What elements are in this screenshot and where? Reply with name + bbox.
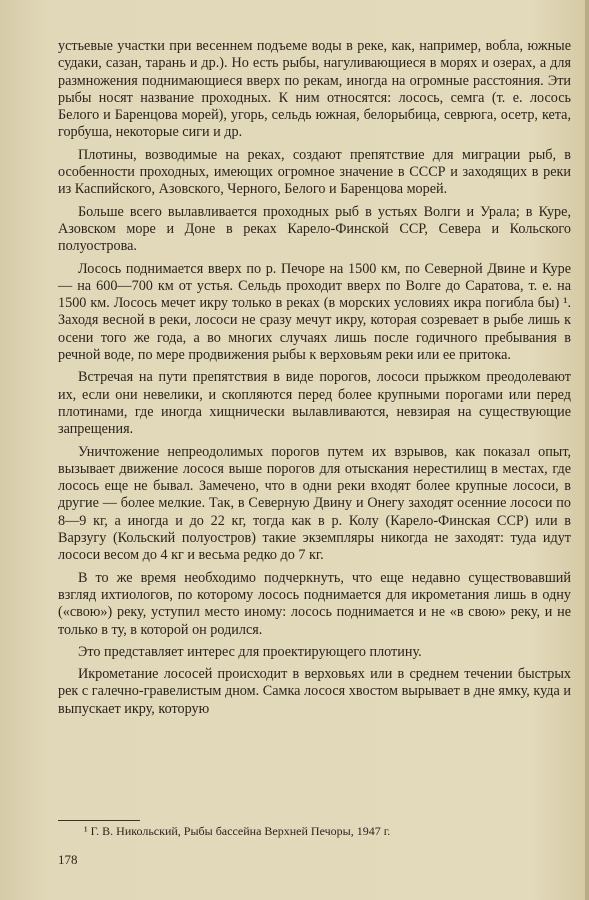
paragraph-rapids: Уничтожение непреодолимых порогов путем их взрывов, как показал опыт, вызывает движение лосося выше порогов для отыскания нерестилищ в местах, где лосось еще не бывал. Замечено, что в одни реки входят более крупные лососи, в другие — более мелкие. Так, в Северную Двину и Онегу заходят осенние лососи по 8—9 кг, а иногда и до 22 кг, тогда как в р. Колу (Карело-Финская ССР) или в Варзугу (Кольский полуостров) такие экземпляры никогда не заходят: туда идут лососи весом до 4 кг и весьма редко до 7 кг. xyxy=(58,443,571,564)
paragraph-catch: Больше всего вылавливается проходных рыб в устьях Волги и Урала; в Куре, Азовском море и Доне в реках Карело-Финской ССР, Севера и Кольского полуострова. xyxy=(58,203,571,255)
footnote-rule xyxy=(58,820,140,821)
paragraph-interest: Это представляет интерес для проектирующего плотину. xyxy=(78,643,422,660)
paragraph-obstacles: Встречая на пути препятствия в виде порогов, лососи прыжком преодолевают их, если они невелики, и скопляются перед более крупными порогами или перед плотинами, где иногда хищнически вылавливаются, невзирая на существующие запрещения. xyxy=(58,369,571,438)
paragraph-dams: Плотины, возводимые на реках, создают препятствие для миграции рыб, в особенности проходных, имеющих огромное значение в СССР и заходящих в реки из Каспийского, Азовского, Черного, Белого и Баренцова морей. xyxy=(58,146,571,198)
page-edge-shadow xyxy=(585,0,589,900)
paragraph-ichthyologists: В то же время необходимо подчеркнуть, что еще недавно существовавший взгляд ихтиологов, по которому лосось поднимается для икрометания лишь в одну («свою») реку, уступил место иному: лосось поднимается и не «в свою» реку, и не только в ту, в которой он родился. xyxy=(58,569,571,638)
body-text xyxy=(58,38,571,723)
footnote: ¹ Г. В. Никольский, Рыбы бассейна Верхней Печоры, 1947 г. xyxy=(84,824,391,838)
page-number: 178 xyxy=(58,852,78,867)
paragraph-salmon-migration: Лосось поднимается вверх по р. Печоре на 1500 км, по Северной Двине и Куре — на 600—700 км от устья. Сельдь проходит вверх по Волге до Саратова, т. е. на 1500 км. Лосось мечет икру только в реках (в морских условиях икра погибла бы) ¹. Заходя весной в реки, лососи не сразу мечут икру, которая созревает в рыбе лишь к осени того же года, а во многих случаях лишь после годичного пребывания в речной воде, по мере продвижения рыбы к верховьям реки или ее притока. xyxy=(58,260,571,364)
paragraph-spawning: Икрометание лососей происходит в верховьях или в среднем течении быстрых рек с галечно-гравелистым дном. Самка лосося хвостом вырывает в дне ямку, куда и выпускает икру, которую xyxy=(58,666,571,717)
paragraph-continuation: устьевые участки при весеннем подъеме воды в реке, как, например, вобла, южные судаки, сазан, тарань и др.). Но есть рыбы, нагуливающиеся в морях и озерах, а для размножения поднимающиеся вверх по рекам, иногда на огромные расстояния. Эти рыбы носят название проходных. К ним относятся: лосось, семга (т. е. лосось Белого и Баренцова морей), угорь, сельдь южная, белорыбица, севрюга, осетр, кета, горбуша, некоторые сиги и др. xyxy=(58,38,571,141)
